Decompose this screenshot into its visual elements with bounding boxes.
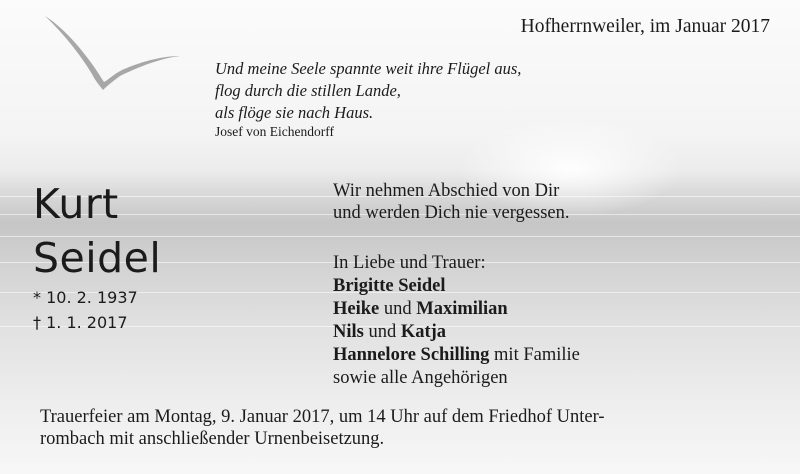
mourner-row [333,298,580,321]
poem-line: flog durch die stillen Lande, [215,81,401,100]
farewell-text [333,180,570,224]
mourner-name: Nils [333,322,364,342]
mourner-name: Maximilian [416,299,508,319]
seagull-icon [40,12,190,97]
death-date: † 1. 1. 2017 [33,313,128,332]
poem-line: als flöge sie nach Haus. [215,103,374,122]
mourner-name: Brigitte Seidel [333,276,446,296]
farewell-line: und werden Dich nie vergessen. [333,203,570,223]
mourner-row [333,321,580,344]
ceremony-notice-line: Trauerfeier am Montag, 9. Januar 2017, um 14 Uhr auf dem Friedhof Unter- [40,407,605,427]
mourners-intro: In Liebe und Trauer: [333,253,486,273]
place-date: Hofherrnweiler, im Januar 2017 [520,16,770,37]
poem-line: Und meine Seele spannte weit ihre Flügel aus, [215,59,522,78]
mourner-row [333,344,580,367]
mourner-conjunction: und [368,322,397,342]
mourner-name: Hannelore Schilling [333,345,490,365]
mourner-name: Heike [333,299,380,319]
mourner-suffix: mit Familie [494,345,580,365]
farewell-line: Wir nehmen Abschied von Dir [333,181,560,201]
ceremony-notice-line: rombach mit anschließender Urnenbeisetzung. [40,429,385,449]
mourner-name: Katja [400,322,447,342]
mourners-list [333,252,580,390]
deceased-first-name: Kurt [33,180,119,228]
poem [215,58,635,124]
deceased-last-name: Seidel [33,234,162,282]
mourners-relatives: sowie alle Angehörigen [333,368,508,388]
poem-author: Josef von Eichendorff [215,124,334,139]
mourner-conjunction: und [383,299,412,319]
birth-date: * 10. 2. 1937 [33,288,138,307]
mourner-row [333,275,580,298]
